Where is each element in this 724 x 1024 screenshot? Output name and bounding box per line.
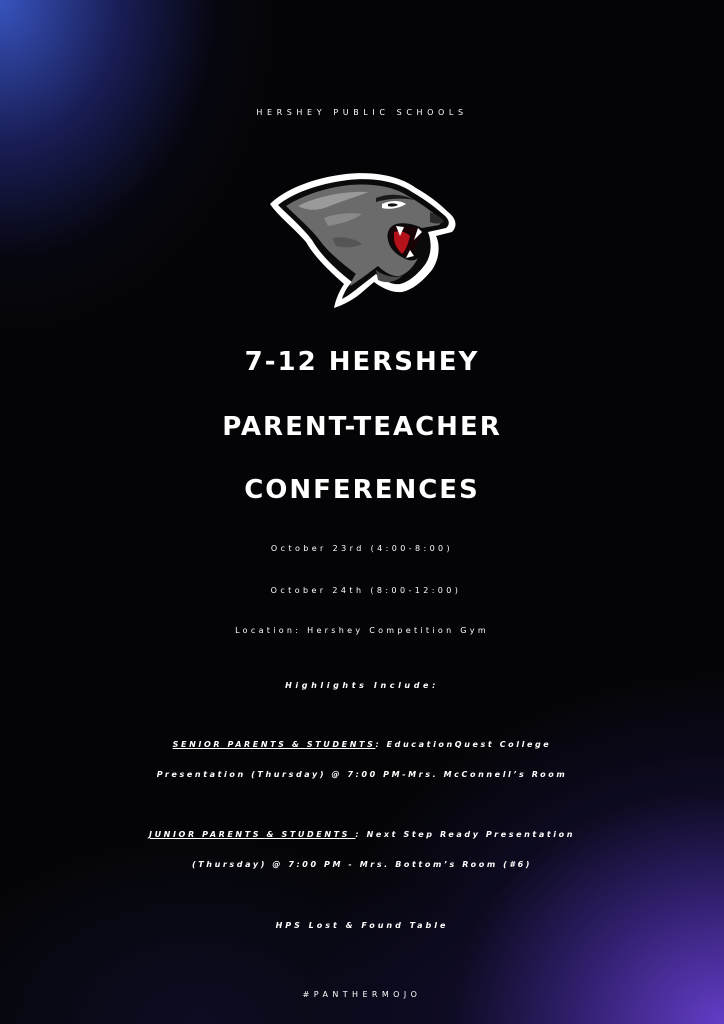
date-october-23: October 23rd (4:00-8:00) [270,544,454,553]
senior-highlight-line-2: Presentation (Thursday) @ 7:00 PM-Mrs. McConnell’s Room [156,770,568,779]
headline-line-1: 7-12 HERSHEY [244,347,480,377]
senior-highlight-line-1 [0,740,724,749]
panther-icon [264,166,460,310]
location: Location: Hershey Competition Gym [235,626,489,635]
junior-label: JUNIOR PARENTS & STUDENTS [149,830,356,839]
lost-found-highlight: HPS Lost & Found Table [275,921,449,930]
highlights-heading: Highlights Include: [285,681,439,690]
headline-line-2: PARENT-TEACHER [222,412,502,442]
school-name: HERSHEY PUBLIC SCHOOLS [256,108,468,117]
senior-line-1-text: : EducationQuest College [375,740,552,749]
junior-highlight-line-1 [0,830,724,839]
headline-line-3: CONFERENCES [244,475,480,505]
junior-highlight-line-2: (Thursday) @ 7:00 PM - Mrs. Bottom’s Room (#6) [191,860,532,869]
hashtag: #PANTHERMOJO [302,990,422,999]
date-october-24: October 24th (8:00-12:00) [270,586,462,595]
junior-line-1-text: : Next Step Ready Presentation [355,830,575,839]
senior-label: SENIOR PARENTS & STUDENTS [172,740,376,749]
